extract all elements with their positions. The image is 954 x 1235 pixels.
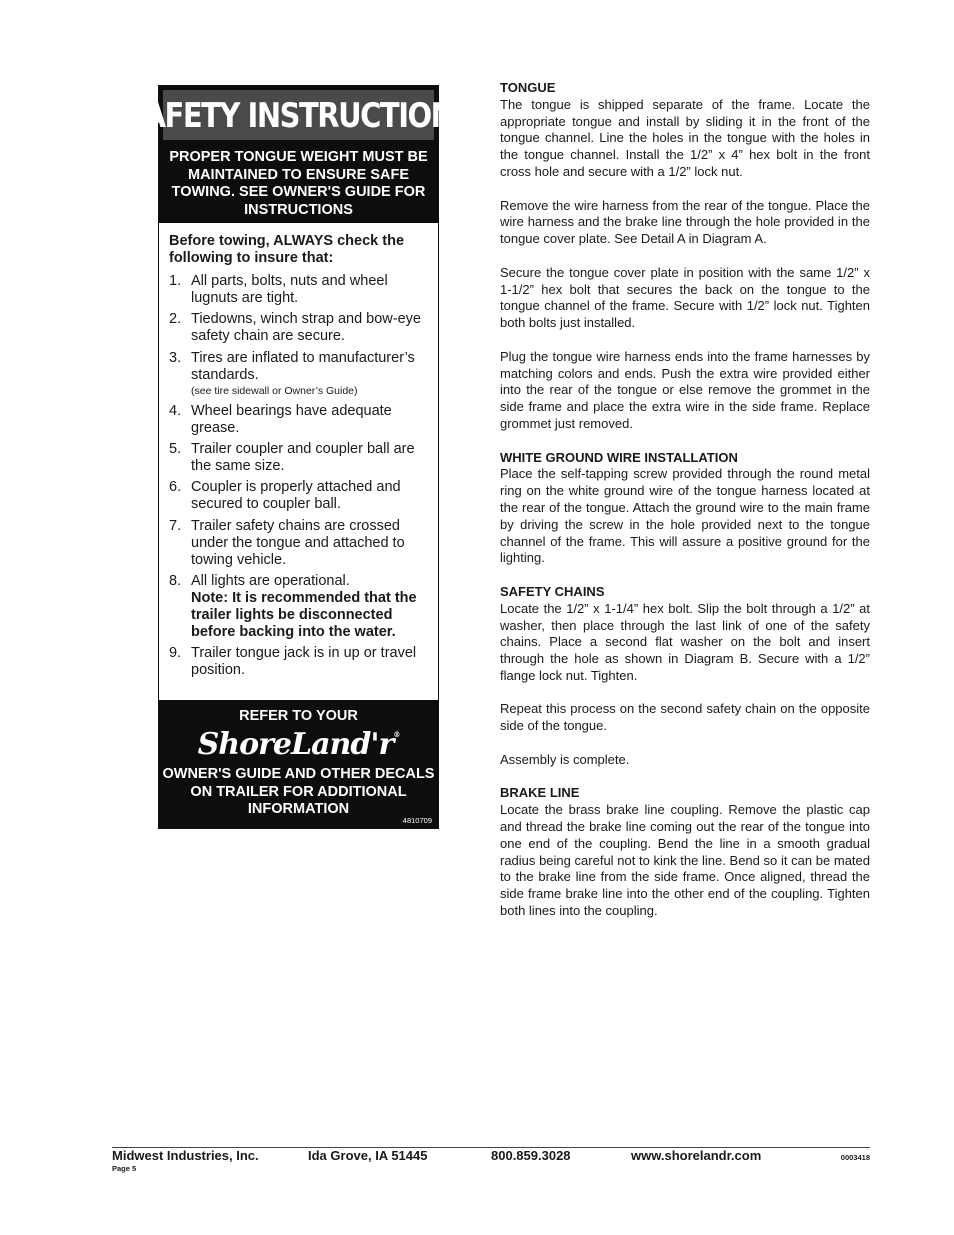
- checklist: [169, 273, 430, 679]
- decal-title: SAFETY INSTRUCTIONS: [124, 94, 473, 136]
- decal-owner-text: OWNER'S GUIDE AND OTHER DECALS ON TRAILER FOR ADDITIONAL INFORMATION: [162, 766, 435, 817]
- decal-footer: [159, 700, 438, 828]
- footer-website: www.shorelandr.com: [631, 1148, 762, 1163]
- item-text: Coupler is properly attached and secured to coupler ball.: [191, 479, 401, 513]
- page-number: Page 5: [112, 1164, 137, 1173]
- footer-company: Midwest Industries, Inc.: [112, 1148, 259, 1163]
- section-brake-line: [500, 785, 870, 919]
- section-tongue: [500, 80, 870, 433]
- item-text: Trailer tongue jack is in up or travel position.: [191, 645, 417, 679]
- paragraph: Remove the wire harness from the rear of the tongue. Place the wire harness and the brake line through the hole provided in the tongue cover plate. See Detail A in Diagram A.: [500, 197, 870, 247]
- item-number: 3.: [169, 349, 182, 366]
- safety-decal: [124, 85, 473, 829]
- checklist-item: [169, 403, 430, 437]
- paragraph: Plug the tongue wire harness ends into the frame harnesses by matching colors and ends. Push the extra wire provided either into the rear of the tongue or else remove the grommet in the side frame and place the extra wire in the side frame. Replace grommet just removed.: [500, 348, 870, 431]
- checklist-item: [169, 273, 430, 307]
- item-text-wrap: [191, 350, 430, 399]
- footer-city: Ida Grove, IA 51445: [308, 1148, 428, 1163]
- checklist-item: [169, 645, 430, 679]
- decal-intro: Before towing, ALWAYS check the following to insure that:: [169, 233, 405, 266]
- checklist-item: [169, 518, 430, 569]
- checklist-item: [169, 479, 430, 513]
- item-number: 6.: [169, 479, 182, 496]
- section-heading: SAFETY CHAINS: [500, 583, 605, 599]
- decal-refer: REFER TO YOUR: [239, 708, 358, 724]
- paragraph: Secure the tongue cover plate in position with the same 1/2” x 1-1/2” hex bolt that secures the back on the tongue to the tongue channel of the frame. Secure with 1/2” lock nut. Tighten both bolts just installed.: [500, 264, 870, 331]
- decal-body: [159, 223, 438, 679]
- item-text: All lights are operational.: [191, 573, 350, 590]
- section-ground-wire: [500, 450, 870, 568]
- item-number: 1.: [169, 273, 182, 289]
- decal-code: 4810709: [402, 816, 432, 825]
- paragraph: Locate the brass brake line coupling. Remove the plastic cap and thread the brake line coming out the rear of the tongue into one end of the coupling. Bend the line in a smooth gradual radius being careful not to kink the line. Bend so it can be mated to the brake line from the side frame. Once aligned, thread the side frame brake line into the other end of the coupling. Tighten both lines into the coupling.: [500, 802, 870, 919]
- checklist-item: [169, 441, 430, 475]
- item-text: Tiedowns, winch strap and bow-eye safety chain are secure.: [191, 311, 421, 345]
- checklist-item: [169, 573, 430, 641]
- item-number: 4.: [169, 402, 182, 419]
- instructions-column: [500, 80, 870, 937]
- item-text: All parts, bolts, nuts and wheel lugnuts are tight.: [191, 273, 388, 306]
- item-number: 7.: [169, 517, 182, 534]
- decal-title-box: [124, 90, 473, 140]
- item-text: Trailer coupler and coupler ball are the same size.: [191, 441, 415, 475]
- item-text: Wheel bearings have adequate grease.: [191, 402, 392, 436]
- paragraph: Place the self-tapping screw provided through the round metal ring on the white ground wire of the tongue harness located at the rear of the tongue. Attach the ground wire to the main frame by driving the screw in the hole provided next to the tongue channel of the frame. This will assure a positive ground for the lighting.: [500, 466, 870, 566]
- brand-logo: [159, 726, 438, 764]
- checklist-item: [169, 311, 430, 345]
- section-safety-chains: [500, 584, 870, 769]
- item-number: 2.: [169, 311, 182, 328]
- paragraph: Assembly is complete.: [500, 751, 630, 767]
- checklist-item: [169, 350, 430, 399]
- item-number: 8.: [169, 573, 182, 590]
- section-heading: TONGUE: [500, 80, 556, 95]
- page-footer: [112, 1148, 870, 1164]
- item-text-wrap: [191, 573, 430, 641]
- paragraph: Locate the 1/2” x 1-1/4” hex bolt. Slip the bolt through a 1/2” at washer, then place through the last link of one of the safety chains. Place a second flat washer on the bolt and insert through the hole as shown in Diagram B. Secure with a 1/2” flange lock nut. Tighten.: [500, 600, 870, 683]
- registered-mark: ®: [393, 730, 400, 739]
- item-text: Trailer safety chains are crossed under the tongue and attached to towing vehicle.: [191, 517, 405, 568]
- item-number: 9.: [169, 645, 182, 662]
- decal-warning: PROPER TONGUE WEIGHT MUST BE MAINTAINED TO ENSURE SAFE TOWING. SEE OWNER'S GUIDE FOR INSTRUCTIONS: [169, 149, 428, 218]
- item-subtext: (see tire sidewall or Owner’s Guide): [191, 384, 358, 397]
- decal-header: [124, 86, 473, 223]
- item-number: 5.: [169, 441, 182, 458]
- paragraph: The tongue is shipped separate of the frame. Locate the appropriate tongue and install by sliding it in the front of the tongue channel. Line the holes in the tongue with the holes in the tongue channel. Install the 1/2” x 4” hex bolt in the front cross hole and secure with a 1/2” lock nut.: [500, 96, 870, 179]
- brand-wordmark: ShoreLand'r: [197, 727, 394, 762]
- item-text: Tires are inflated to manufacturer’s standards.: [191, 349, 415, 383]
- paragraph: Repeat this process on the second safety chain on the opposite side of the tongue.: [500, 701, 870, 734]
- section-heading: WHITE GROUND WIRE INSTALLATION: [500, 449, 738, 465]
- section-heading: BRAKE LINE: [500, 785, 580, 801]
- footer-doc-code: 0003418: [840, 1153, 870, 1162]
- footer-phone: 800.859.3028: [491, 1148, 571, 1163]
- item-note: Note: It is recommended that the trailer lights be disconnected before backing into the water.: [191, 590, 417, 641]
